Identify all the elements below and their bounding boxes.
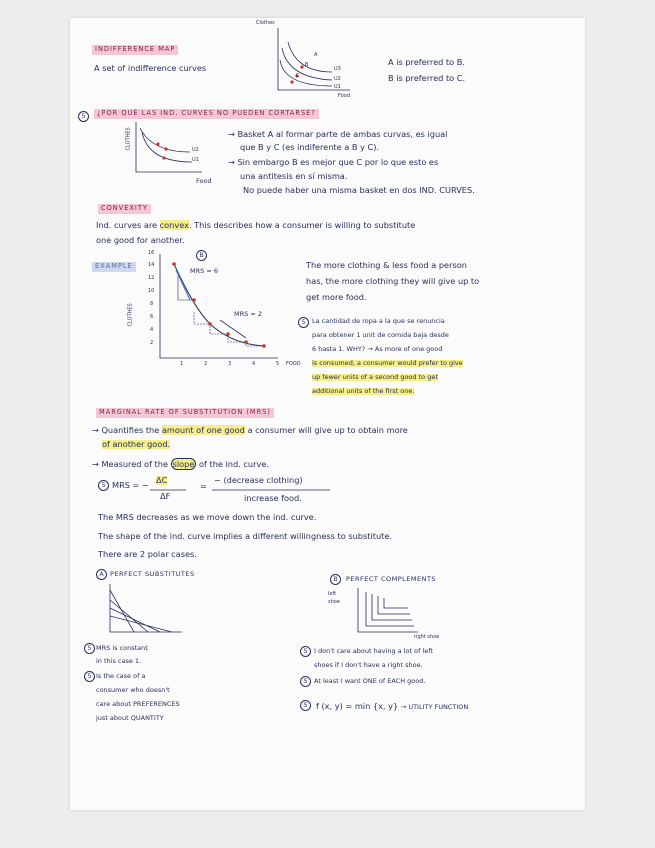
map-point-a: A	[314, 52, 318, 58]
cross-line-5: No puede haber una misma basket en dos IND. CURVES.	[243, 185, 475, 195]
xtick: 2	[204, 361, 208, 367]
comp-ylabel-2: shoe	[328, 599, 340, 605]
header-mrs: MARGINAL RATE OF SUBSTITUTION (MRS)	[96, 408, 274, 418]
map-curve-u3: U3	[334, 66, 341, 72]
mrs-para-1: The MRS decreases as we move down the ind. curve.	[98, 512, 317, 522]
convex-line-1: Ind. curves are convex. This describes how a consumer is willing to substitute	[96, 220, 416, 230]
mrs-example-graph	[150, 252, 290, 370]
bullet-icon: B	[330, 574, 341, 585]
xtick: 4	[252, 361, 256, 367]
example-right-3: get more food.	[306, 292, 367, 302]
comp-note-1: I don't care about having a lot of left	[314, 647, 433, 655]
mrs-formula-lhs: MRS = −	[112, 480, 149, 490]
comp-ylabel-1: left	[328, 591, 337, 597]
ytick: 6	[150, 314, 154, 320]
example-spanish-2: para obtener 1 unit de comida baja desde	[312, 331, 449, 339]
header-indifference-map: INDIFFERENCE MAP	[92, 45, 178, 55]
map-xlabel: Food	[338, 93, 350, 99]
bullet-icon: 5	[78, 111, 89, 122]
ytick: 2	[150, 340, 154, 346]
ytick: 14	[148, 262, 155, 268]
fraction-bar	[212, 489, 334, 491]
subs-note-1: MRS is constant	[96, 644, 148, 652]
mrs-formula-num: ΔC	[156, 475, 168, 485]
bullet-icon: 5	[84, 671, 95, 682]
perfect-substitutes-graph	[100, 582, 190, 638]
cross-line-2: que B y C (es indiferente a B y C).	[240, 142, 380, 152]
map-ylabel: Clothes	[256, 20, 275, 26]
example-right-1: The more clothing & less food a person	[306, 260, 467, 270]
mrs-formula-den2: increase food.	[244, 493, 302, 503]
mrs-formula-den: ΔF	[160, 491, 171, 501]
example-spanish-3: 6 hasta 1. WHY? → As more of one good	[312, 345, 443, 353]
subs-note-2: in this case 1.	[96, 657, 142, 665]
example-ylabel: CLOTHES	[127, 303, 134, 327]
map-curve-u2: U2	[334, 76, 341, 82]
fraction-bar	[150, 489, 190, 491]
ytick: 16	[148, 250, 155, 256]
example-spanish-5: up fewer units of a second good to get	[312, 373, 438, 381]
comp-utility-function: f (x, y) = min {x, y} → UTILITY FUNCTION	[316, 701, 469, 711]
example-spanish-6: additional units of the first one.	[312, 387, 415, 395]
map-point-b: B	[305, 62, 309, 68]
mrs-para-2: The shape of the ind. curve implies a different willingness to substitute.	[98, 531, 392, 541]
bullet-icon: 5	[98, 480, 109, 491]
bullet-icon: 5	[300, 646, 311, 657]
header-convexity: CONVEXITY	[98, 204, 151, 214]
cross-xlabel: Food	[196, 177, 212, 185]
cross-line-4: una antitesis en sí misma.	[240, 171, 348, 181]
subs-note-5: care about PREFERENCES	[96, 700, 180, 708]
mrs-quantifies-1: → Quantifies the amount of one good a consumer will give up to obtain more	[92, 425, 408, 435]
example-spanish-1: La cantidad de ropa a la que se renuncia	[312, 317, 445, 325]
mrs-quantifies-2: of another good.	[102, 439, 171, 449]
ytick: 8	[150, 301, 154, 307]
example-right-2: has, the more clothing they will give up to	[306, 276, 480, 286]
convex-line-2: one good for another.	[96, 235, 185, 245]
cross-curve-u1: U1	[192, 157, 199, 163]
cross-line-1: → Basket A al formar parte de ambas curvas, es igual	[228, 129, 448, 139]
example-spanish-4: is consumed, a consumer would prefer to give	[312, 359, 463, 367]
bullet-icon: 5	[300, 676, 311, 687]
subs-title: PERFECT SUBSTITUTES	[110, 570, 195, 578]
mrs-para-3: There are 2 polar cases.	[98, 549, 197, 559]
bullet-icon: 5	[84, 643, 95, 654]
comp-title: PERFECT COMPLEMENTS	[346, 575, 437, 583]
bullet-icon: 5	[298, 317, 309, 328]
mrs-formula-num2: − (decrease clothing)	[214, 475, 303, 485]
map-note-1: A is preferred to B.	[388, 57, 465, 67]
bullet-icon: 5	[300, 700, 311, 711]
subs-note-4: consumer who doesn't	[96, 686, 170, 694]
example-mrs6: MRS = 6	[190, 267, 218, 275]
bullet-icon: A	[96, 569, 107, 580]
ytick: 12	[148, 275, 155, 281]
subs-note-3: Is the case of a	[96, 672, 146, 680]
header-why-cant-cross: ¿POR QUÉ LAS IND. CURVES NO PUEDEN CORTARSE?	[94, 109, 319, 119]
example-mrs2: MRS = 2	[234, 310, 262, 318]
header-example: EXAMPLE	[92, 262, 136, 272]
comp-note-2: shoes if I don't have a right shoe.	[314, 661, 423, 669]
ytick: 4	[150, 327, 154, 333]
map-definition: A set of indifference curves	[94, 63, 207, 73]
example-circle-b: B	[196, 250, 207, 261]
map-curve-u1: U1	[334, 84, 341, 90]
perfect-complements-graph	[354, 586, 424, 636]
comp-note-3: At least I want ONE of EACH good.	[314, 677, 426, 685]
subs-note-6: just about QUANTITY	[96, 714, 164, 722]
mrs-measured: → Measured of the slope of the ind. curve.	[92, 459, 269, 469]
comp-xlabel: right shoe	[414, 634, 440, 640]
ytick: 10	[148, 288, 155, 294]
xtick: 1	[180, 361, 184, 367]
cross-ylabel: CLOTHES	[125, 127, 132, 151]
xtick: 5	[276, 361, 280, 367]
map-point-c: C	[296, 73, 300, 79]
indifference-map-graph	[262, 20, 372, 102]
crossing-curves-graph	[120, 118, 220, 182]
cross-curve-u2: U2	[192, 147, 199, 153]
map-note-2: B is preferred to C.	[388, 73, 466, 83]
xtick: 3	[228, 361, 232, 367]
cross-line-3: → Sin embargo B es mejor que C por lo que esto es	[228, 157, 439, 167]
example-xlabel: FOOD	[286, 361, 301, 367]
mrs-formula-eq: =	[200, 481, 207, 491]
